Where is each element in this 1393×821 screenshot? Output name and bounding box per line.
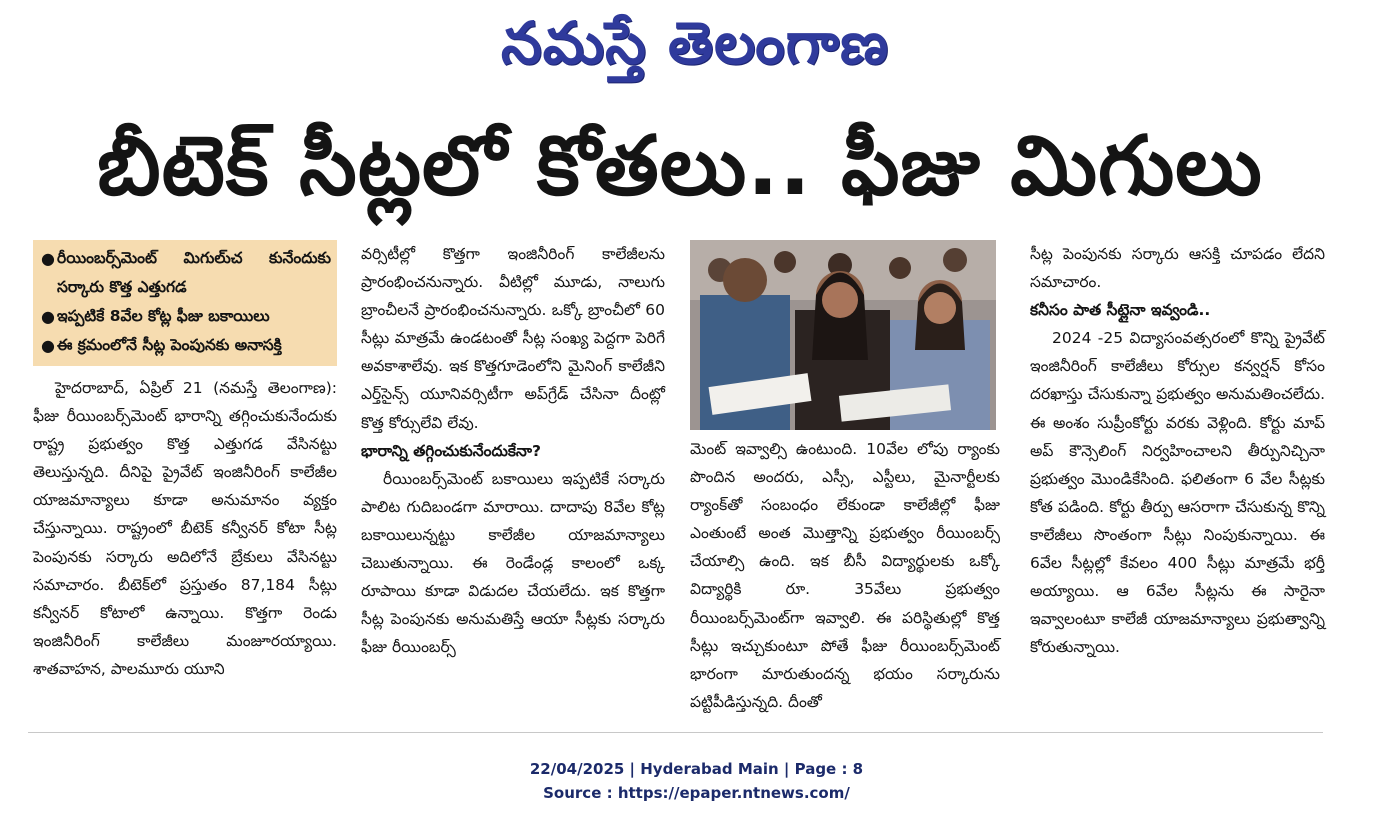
bullet-icon: ●: [41, 336, 55, 355]
article-paragraph: హైదరాబాద్, ఏప్రిల్ 21 (నమస్తే తెలంగాణ): ఫీజు రీయింబర్స్‌మెంట్ భారాన్ని తగ్గించుకునేందుకు రాష్ట్ర ప్రభుత్వం కొత్త ఎత్తుగడ వేసినట్టు తెలుస్తున్నది. దీనిపై ప్రైవేట్ ఇంజినీరింగ్ కాలేజీల యాజమాన్యాలు కూడా అనుమానం వ్యక్తం చేస్తున్నాయి. రాష్ట్రంలో బీటెక్ కన్వీనర్ కోటా సీట్ల పెంపునకు సర్కారు అదిలోనే బ్రేకులు వేసినట్టు సమాచారం. బీటెక్‌లో ప్రస్తుతం 87,184 సీట్లు కన్వీనర్ కోటాలో ఉన్నాయి. కొత్తగా రెండు ఇంజినీరింగ్ కాలేజీలు మంజూరయ్యాయి. శాతవాహన, పాలమూరు యూని: [33, 379, 337, 678]
bullet-icon: ●: [41, 307, 55, 326]
footer-divider: [28, 732, 1323, 733]
article-paragraph: రీయింబర్స్‌మెంట్ బకాయిలు ఇప్పటికే సర్కారు పాలిట గుదిబండగా మారాయి. దాదాపు 8వేల కోట్ల బకాయిలున్నట్టు కాలేజీల యాజమాన్యాలు చెబుతున్నాయి. ఈ రెండేండ్ల కాలంలో ఒక్క రూపాయి కూడా విడుదల చేయలేదు. ఇక కొత్తగా సీట్ల పెంపునకు అనుమతిస్తే ఆయా సీట్లకు సర్కారు ఫీజు రీయింబర్స్: [361, 469, 665, 657]
highlight-text: ఈ క్రమంలోనే సీట్ల పెంపునకు అనాసక్తి: [57, 336, 282, 354]
students-photo-illustration: [690, 240, 996, 430]
highlight-text: ఇప్పటికే 8వేల కోట్ల ఫీజు బకాయిలు: [57, 307, 270, 325]
article-column-2: [361, 240, 665, 661]
article-paragraph: 2024 -25 విద్యాసంవత్సరంలో కొన్ని ప్రైవేట్ ఇంజినీరింగ్ కాలేజీలు కోర్సుల కన్వర్షన్ కోసం దరఖాస్తు చేసుకున్నా ప్రభుత్వం అనుమతించలేదు. ఈ అంశం సుప్రీంకోర్టు వరకు వెళ్లింది. కోర్టు మాప్ అప్ కౌన్సెలింగ్ నిర్వహించాలని తీర్పునిచ్చినా ప్రభుత్వం మొండికేసింది. ఫలితంగా 6 వేల సీట్లకు కోత పడింది. కోర్టు తీర్పు ఆసరాగా చేసుకున్న కొన్ని కాలేజీలు సొంతంగా సీట్లు నింపుకున్నాయి. ఈ 6వేల సీట్లల్లో కేవలం 400 సీట్లు మాత్రమే భర్తీ అయ్యాయి. ఆ 6వేల సీట్లను ఈ సారైనా ఇవ్వాలంటూ కాలేజీ యాజమాన్యాలు ప్రభుత్వాన్ని కోరుతున్నాయి.: [1030, 329, 1325, 657]
article-photo-students: [690, 240, 996, 430]
section-subheading: కనీసం పాత సీట్లైనా ఇవ్వండి..: [1030, 301, 1211, 320]
footer-date-edition: 22/04/2025 | Hyderabad Main | Page : 8: [529, 760, 864, 778]
article-column-1: [33, 240, 337, 683]
section-subheading: భారాన్ని తగ్గించుకునేందుకేనా?: [361, 441, 542, 460]
article-paragraph: సీట్ల పెంపునకు సర్కారు ఆసక్తి చూపడం లేదని సమాచారం.: [1030, 245, 1325, 292]
highlight-item: [39, 331, 331, 360]
bullet-icon: ●: [41, 249, 55, 268]
footer-source-link[interactable]: Source : https://epaper.ntnews.com/: [543, 784, 850, 802]
masthead-logo: నమస్తే తెలంగాణ: [501, 9, 889, 77]
highlight-item: [39, 302, 331, 331]
article-column-4: [1030, 240, 1325, 661]
highlight-item: [39, 244, 331, 302]
article-column-3: [690, 435, 1000, 716]
headline: బీటెక్ సీట్లలో కోతలు.. ఫీజు మిగులు: [97, 119, 1263, 214]
highlights-box: [33, 240, 337, 366]
article-paragraph: వర్సిటీల్లో కొత్తగా ఇంజినీరింగ్ కాలేజీలను ప్రారంభించనున్నారు. వీటిల్లో మూడు, నాలుగు బ్రాంచీలనే ప్రారంభించనున్నారు. ఒక్కో బ్రాంచీలో 60 సీట్లు మాత్రమే ఉండటంతో సీట్ల సంఖ్య పెద్దగా పెరిగే అవకాశాలేవు. ఇక కొత్తగూడెంలోని మైనింగ్ కాలేజీని ఎర్త్‌సైన్స్ యూనివర్సిటీగా అప్‌గ్రేడ్ చేసినా దీంట్లో కొత్త కోర్సులేవి లేవు.: [361, 245, 665, 432]
article-paragraph: మెంట్ ఇవ్వాల్సి ఉంటుంది. 10వేల లోపు ర్యాంకు పొందిన అందరు, ఎస్సీ, ఎస్టీలు, మైనార్టీలకు ర్యాంక్‌తో సంబంధం లేకుండా కాలేజీల్లో ఫీజు ఎంతుంటే అంత మొత్తాన్ని ప్రభుత్వం రీయింబర్స్ చేయాల్సి ఉంది. ఇక బీసీ విద్యార్థులకు ఒక్కో విద్యార్థికి రూ. 35వేలు ప్రభుత్వం రీయింబర్స్‌మెంట్‌గా ఇవ్వాలి. ఈ పరిస్థితుల్లో కొత్త సీట్లు ఇచ్చుకుంటూ పోతే ఫీజు రీయింబర్స్‌మెంట్ భారంగా మారుతుందన్న భయం సర్కారును పట్టిపీడిస్తున్నది. దీంతో: [690, 440, 1000, 711]
footer: [0, 757, 1393, 805]
highlight-text: రీయింబర్స్‌మెంట్ మిగులు్చ కునేందుకు సర్కారు కొత్త ఎత్తుగడ: [57, 249, 331, 296]
